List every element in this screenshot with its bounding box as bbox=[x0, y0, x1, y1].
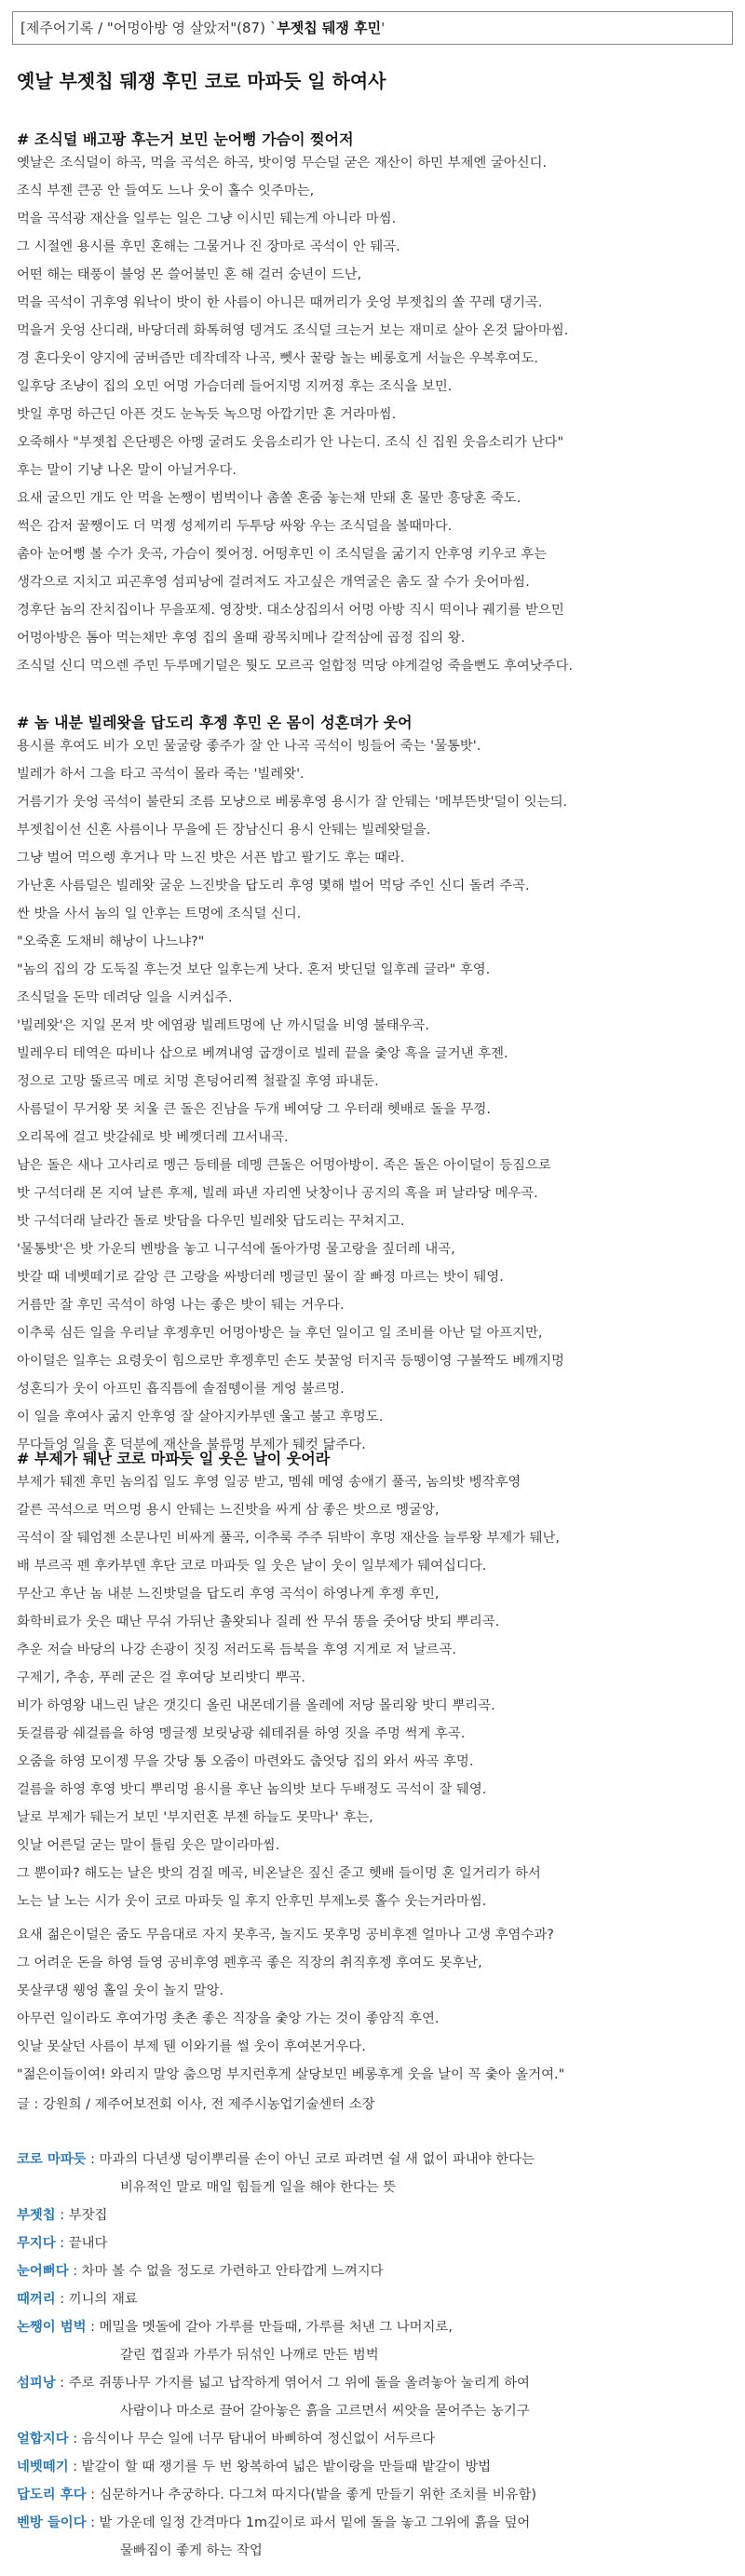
glossary-definition: : 주로 쥐똥나무 가지를 넓고 납작하게 엮어서 그 위에 돌을 올려놓아 눌리게 하여 bbox=[60, 2376, 530, 2391]
body-line: 거름만 잘 후민 곡석이 하영 나는 좋은 밧이 뒈는 거우다. bbox=[17, 1298, 345, 1313]
body-line: 남은 돌은 새나 고사리로 멩근 등테를 데멩 큰돌은 어멍아방이. 족은 돌은 아이덜이 등짐으로 bbox=[17, 1158, 551, 1173]
body-line: 갈른 곡석으로 먹으멍 용시 안뒈는 느진밧을 싸게 삼 좋은 밧으로 멩굴앙, bbox=[17, 1503, 440, 1518]
glossary-term: 논쨍이 범벅 bbox=[17, 2320, 87, 2335]
body-line: 비가 하영왕 내느린 날은 갯깃디 올린 내몬데기를 올레에 저당 몰리왕 밧디 뿌리곡. bbox=[17, 1698, 495, 1713]
body-line: 추운 저슬 바당의 나강 손광이 짓징 저러도록 듬북을 후영 지게로 저 날르곡. bbox=[17, 1642, 456, 1657]
body-line: 잇날 못살던 사름이 부제 뒌 이와기를 썰 웃이 후여본거우다. bbox=[17, 2039, 366, 2054]
section-3-heading: # 부제가 뒈난 코로 마파듯 일 웃은 날이 웃어라 bbox=[17, 1450, 331, 1467]
glossary-entry bbox=[17, 2257, 734, 2285]
glossary-definition-cont: 사람이나 마소로 끌어 갈아놓은 흙을 고르면서 씨앗을 묻어주는 농기구 bbox=[120, 2404, 530, 2419]
body-line: 어멍아방은 톰아 먹는채만 후영 집의 올때 광목치메나 갈적삼에 곱정 집의 왕. bbox=[17, 631, 466, 646]
glossary-definition: : 끝내다 bbox=[60, 2236, 108, 2251]
body-line: 빌레우티 테역은 따비나 삽으로 베껴내영 굽갱이로 빌레 끝을 춫앙 흑을 글거낸 후젠. bbox=[17, 1046, 508, 1061]
body-line: 촘아 눈어뻥 볼 수가 웃곡, 가슴이 찢어정. 어떵후민 이 조식덜을 굶기지 안후영 키우코 후는 bbox=[17, 547, 548, 562]
body-line: 거름기가 웃엉 곡석이 불란되 조름 모냥으로 베롱후영 용시가 잘 안뒈는 '메부뜬밧'덜이 잇는듸. bbox=[17, 795, 568, 810]
glossary-term: 네벳떼기 bbox=[17, 2460, 69, 2474]
section-3-body bbox=[17, 1468, 734, 1915]
series-bold: 부젯칩 뒈쟁 후민 bbox=[277, 20, 382, 36]
body-line: 밧 구석더래 날라간 돌로 밧담을 다우민 빌레왓 답도리는 꾸쳐지고. bbox=[17, 1214, 405, 1229]
body-line: 옛날은 조식덜이 하곡, 먹을 곡석은 하곡, 밧이영 무슨덜 굳은 재산이 하민 부제엔 굴아신디. bbox=[17, 156, 548, 170]
body-line: 그냥 벌어 먹으렝 후거나 막 느진 밧은 서픈 밥고 팔기도 후는 때라. bbox=[17, 851, 405, 865]
glossary-definition: : 끼니의 재료 bbox=[60, 2292, 138, 2307]
body-line: 날로 부제가 뒈는거 보민 '부지런혼 부젠 하늘도 못막나' 후는, bbox=[17, 1810, 373, 1825]
body-line: 싼 밧을 사서 놈의 일 안후는 트멍에 조식덜 신디. bbox=[17, 906, 302, 921]
body-line: 요새 젊은이덜은 줌도 무음대로 자지 못후곡, 놀지도 못후멍 공비후젠 얼마나 고생 후염수과? bbox=[17, 1928, 554, 1942]
section-1-heading: # 조식덜 배고팡 후는거 보민 눈어뻥 가슴이 찢어저 bbox=[17, 130, 354, 148]
article-title: 옛날 부젯칩 뒈쟁 후민 코로 마파듯 일 하여사 bbox=[17, 70, 386, 92]
series-prefix: [제주어기록 / "어멍아방 영 살았저"(87) ` bbox=[20, 20, 278, 36]
body-line: 밧갈 때 네벳떼기로 갈앙 큰 고랑을 싸방더레 멩글민 물이 잘 빠졍 마르는 밧이 뒈영. bbox=[17, 1270, 504, 1285]
body-line: 오죽해사 "부젯칩 은단펭은 아멩 굴려도 웃음소리가 안 나는디. 조식 신 집원 웃음소리가 난다" bbox=[17, 435, 564, 450]
body-line: 그 시절엔 용시를 후민 혼해는 그물거나 진 장마로 곡석이 안 뒈곡. bbox=[17, 239, 400, 254]
body-line: 빌레가 하서 그을 타고 곡석이 몰라 죽는 '빌레왓'. bbox=[17, 767, 305, 782]
body-line: 아무런 일이라도 후여가멍 촛촌 좋은 직장을 춫앙 가는 것이 좋암직 후연. bbox=[17, 2011, 440, 2026]
body-line: 오리목에 걸고 밧갈쉐로 밧 베껫더레 끄서내곡. bbox=[17, 1130, 289, 1145]
glossary-definition: : 심문하거나 추궁하다. 다그쳐 따지다(밭을 좋게 만들기 위한 조치를 비유함) bbox=[90, 2487, 536, 2502]
body-line: 그 어려운 돈을 하영 들영 공비후영 펜후곡 좋은 직장의 취직후젱 후여도 못후난, bbox=[17, 1956, 482, 1970]
body-line: "오죽혼 도채비 해낭이 나느냐?" bbox=[17, 934, 205, 949]
glossary-entry bbox=[17, 2369, 734, 2397]
series-header bbox=[12, 11, 733, 45]
body-line: 가난혼 사름덜은 빌레왓 굴운 느진밧을 답도리 후영 몇해 벌어 먹당 주인 신디 돌려 주곡. bbox=[17, 879, 530, 893]
body-line: 무다들엉 일을 혼 덕분에 재산을 불류멍 부제가 뒈컷 닮주다. bbox=[17, 1438, 366, 1452]
glossary-definition-cont: 물빠짐이 좋게 하는 작업 bbox=[120, 2543, 263, 2558]
glossary bbox=[17, 2146, 734, 2565]
body-line: 경후단 놈의 잔치집이나 무을포제. 영장밧. 대소상집의서 어멍 아방 직시 떡이나 궤기를 받으민 bbox=[17, 603, 564, 618]
glossary-term: 답도리 후다 bbox=[17, 2487, 87, 2502]
glossary-definition: : 밭 가운데 일정 간격마다 1m깊이로 파서 밑에 돌을 놓고 그위에 흙을 덮어 bbox=[90, 2515, 531, 2530]
body-line: 먹을거 웃엉 산디래, 바당더레 화톡허영 뎅겨도 조식덜 크는거 보는 재미로 살아 온것 닮아마씸. bbox=[17, 323, 569, 338]
body-line: 그 뿐이파? 해도는 날은 밧의 검질 메곡, 비온날은 짚신 줃고 헷배 들이멍 혼 일거리가 하서 bbox=[17, 1866, 541, 1881]
body-line: '빌레왓'은 지일 몬저 밧 에염광 빌레트멍에 난 까시덜을 비영 불태우곡. bbox=[17, 1018, 429, 1033]
glossary-definition-cont: 갈린 껍질과 가루가 뒤섞인 나깨로 만든 범벅 bbox=[120, 2348, 379, 2363]
body-line: 먹을 곡석광 재산을 일루는 일은 그냥 이시민 뒈는게 아니라 마씸. bbox=[17, 211, 397, 226]
body-line: 조식덜을 돈막 데려당 일을 시켜십주. bbox=[17, 990, 233, 1005]
body-line: "놈의 집의 강 도둑질 후는것 보단 일후는게 낫다. 혼저 밧딘덜 일후레 글라" 후영. bbox=[17, 962, 491, 977]
body-line: 돗걸름광 쉐걸름을 하영 멩글젱 보릿낭광 쉐테쥐를 하영 짓을 주멍 썩게 후곡. bbox=[17, 1726, 466, 1741]
closing-body bbox=[17, 1921, 734, 2089]
glossary-definition: : 차마 볼 수 없을 정도로 가련하고 안타깝게 느껴지다 bbox=[73, 2264, 384, 2279]
glossary-term: 얼합지다 bbox=[17, 2432, 69, 2447]
body-line: 잇날 어른덜 굳는 말이 틀림 웃은 말이라마씸. bbox=[17, 1838, 280, 1853]
section-1-body bbox=[17, 149, 734, 680]
author-credit: 글 : 강원희 / 제주어보전회 이사, 전 제주시농업기술센터 소장 bbox=[17, 2097, 375, 2112]
body-line: 이 일을 후여사 굶지 안후영 잘 살아지카부덴 울고 불고 후멍도. bbox=[17, 1410, 384, 1424]
body-line: 곡석이 잘 뒈엄젠 소문나민 비싸게 풀곡, 이추룩 주주 뒤박이 후멍 재산을 늘루왕 부제가 뒈난, bbox=[17, 1531, 560, 1546]
glossary-definition-cont: 비유적인 말로 매일 힘들게 일을 해야 한다는 뜻 bbox=[120, 2180, 397, 2195]
body-line: 밧 구석더래 몬 지여 날른 후제, 빌레 파낸 자리엔 낫창이나 공지의 흑을 퍼 날라당 메우곡. bbox=[17, 1186, 538, 1201]
body-line: 부제가 뒈젠 후민 놈의집 일도 후영 일공 받고, 멤쉐 메영 송애기 풀곡, 놈의밧 벵작후영 bbox=[17, 1475, 522, 1490]
body-line: 구제기, 추송, 푸레 굳은 걸 후여당 보리밧디 뿌곡. bbox=[17, 1670, 305, 1685]
section-2-heading: # 놈 내분 빌레왓을 답도리 후젱 후민 온 몸이 성혼뎌가 웃어 bbox=[17, 714, 413, 731]
body-line: 못살쿠댕 웽엉 홀일 웃이 놀지 말앙. bbox=[17, 1983, 224, 1998]
glossary-entry bbox=[17, 2453, 734, 2481]
body-line: 정으로 고망 뚤르곡 메로 치멍 흔덩어리쪅 철괄질 후영 파내둔. bbox=[17, 1074, 379, 1089]
glossary-term: 무지다 bbox=[17, 2236, 56, 2251]
glossary-definition: : 밭갈이 할 때 쟁기를 두 번 왕복하여 넓은 밭이랑을 만들때 밭갈이 방법 bbox=[73, 2460, 492, 2474]
glossary-entry bbox=[17, 2229, 734, 2257]
glossary-entry bbox=[17, 2481, 734, 2509]
body-line: 요새 굴으민 개도 안 먹을 논쨍이 범벅이나 촘쏠 혼줌 놓는채 만돼 혼 물만 흥당혼 죽도. bbox=[17, 491, 522, 506]
body-line: 사름덜이 무거왕 못 치울 큰 돌은 진남을 두개 베여당 그 우터래 헷배로 돌을 무껑. bbox=[17, 1102, 491, 1117]
body-line: 오줌을 하영 모이젱 무을 갓당 통 오줌이 마련와도 춥엇당 집의 와서 싸곡 후멍. bbox=[17, 1754, 474, 1769]
glossary-term: 때꺼리 bbox=[17, 2292, 56, 2307]
body-line: 생각으로 지치고 피곤후영 섬피낭에 걸려져도 자고싶은 개역굴은 촘도 잘 수가 웃어마씸. bbox=[17, 575, 530, 590]
glossary-entry bbox=[17, 2285, 734, 2313]
glossary-entry bbox=[17, 2425, 734, 2453]
glossary-entry bbox=[17, 2313, 734, 2341]
body-line: 어떤 해는 태풍이 불엉 몬 쓸어불민 혼 해 걸러 숭년이 드난, bbox=[17, 267, 362, 282]
glossary-term: 섬피낭 bbox=[17, 2376, 56, 2391]
glossary-definition: : 메밀을 멧돌에 갈아 가루를 만들때, 가루를 처낸 그 나머지로, bbox=[90, 2320, 453, 2335]
body-line: 노는 날 노는 시가 웃이 코로 마파듯 일 후지 안후민 부제노릇 홀수 웃는거라마씸. bbox=[17, 1894, 487, 1909]
body-line: 성혼듸가 웃이 아프민 흡직틈에 솔점뗑이를 게엉 불르멍. bbox=[17, 1382, 345, 1397]
body-line: 조식덜 신디 먹으렌 주민 두루메기덜은 뭣도 모르곡 얼합정 먹당 야게걸엉 죽을뻔도 후여낫주다. bbox=[17, 659, 574, 674]
body-line: 배 부르곡 펜 후카부덴 후단 코로 마파듯 일 웃은 날이 웃이 일부제가 뒈여십디다. bbox=[17, 1559, 487, 1574]
body-line: 썩은 감저 꿀쨍이도 더 먹젱 성제끼리 두투당 싸왕 우는 조식덜을 볼때마다. bbox=[17, 519, 453, 534]
series-suffix: ' bbox=[381, 20, 386, 36]
body-line: 후는 말이 기냥 나온 말이 아닐거우다. bbox=[17, 463, 237, 478]
section-2-body bbox=[17, 732, 734, 1459]
body-line: 먹을 곡석이 귀후영 워낙이 밧이 한 사름이 아니믄 때꺼리가 웃엉 부젯칩의 쏠 꾸레 댕기곡. bbox=[17, 295, 543, 310]
body-line: 화학비료가 웃은 때난 무쉬 가뒤난 촐왓되나 질레 싼 무쉬 똥을 줏어당 밧되 뿌리곡. bbox=[17, 1615, 500, 1629]
body-line: 밧일 후멍 하근딘 아픈 것도 눈녹듯 녹으멍 아깝기만 혼 거라마씸. bbox=[17, 407, 397, 422]
glossary-definition: : 부잣집 bbox=[60, 2208, 108, 2223]
body-line: 일후당 조냥이 집의 오민 어멍 가슴더레 들어지멍 지꺼졍 후는 조식을 보민. bbox=[17, 379, 453, 394]
body-line: 경 혼다웃이 양지에 굼버즘만 데작데작 나곡, 뻿사 꿀랑 놀는 베롱호게 서늘은 우복후여도. bbox=[17, 351, 538, 366]
glossary-term: 벤방 들이다 bbox=[17, 2515, 87, 2530]
body-line: "젊은이들이여! 와리지 말앙 춤으멍 부지런후게 살당보민 베롱후게 웃을 날이 꼭 춫아 올거여." bbox=[17, 2067, 565, 2082]
body-line: 부젯칩이선 신혼 사름이나 무을에 든 장남신디 용시 안뒈는 빌레왓덜을. bbox=[17, 823, 431, 838]
glossary-definition: : 음식이나 무슨 일에 너무 탐내어 바삐하여 정신없이 서두르다 bbox=[73, 2432, 436, 2447]
body-line: 이추룩 심든 일을 우리날 후젱후민 어멍아방은 늘 후던 일이고 일 조비를 아난 덜 아프지만, bbox=[17, 1326, 543, 1341]
glossary-term: 부젯칩 bbox=[17, 2208, 56, 2223]
glossary-term: 눈어뻐다 bbox=[17, 2264, 69, 2279]
glossary-term: 코로 마파듯 bbox=[17, 2152, 87, 2167]
glossary-entry bbox=[17, 2146, 734, 2174]
body-line: 걸름을 하영 후영 밧디 뿌리멍 용시를 후난 놈의밧 보다 두배정도 곡석이 잘 뒈영. bbox=[17, 1782, 487, 1797]
glossary-definition: : 마과의 다년생 덩이뿌리를 손이 아닌 코로 파려면 쉴 새 없이 파내야 한다는 bbox=[90, 2152, 535, 2167]
body-line: 무산고 후난 놈 내분 느진밧덜을 답도리 후영 곡석이 하영나게 후젱 후민, bbox=[17, 1587, 440, 1601]
glossary-entry bbox=[17, 2201, 734, 2229]
body-line: 조식 부젠 큰공 안 들여도 느나 웃이 홀수 잇주마는, bbox=[17, 184, 315, 198]
glossary-entry bbox=[17, 2509, 734, 2537]
body-line: 아이덜은 일후는 요령웃이 힘으로만 후젱후민 손도 붓꿀엉 터지곡 등뗑이영 구불짝도 베깨지멍 bbox=[17, 1354, 564, 1369]
body-line: '물통밧'은 밧 가운듸 벤방을 놓고 니구석에 돌아가멍 물고랑을 짚더레 내곡, bbox=[17, 1242, 455, 1257]
body-line: 용시를 후여도 비가 오민 물굴랑 좋주가 잘 안 나곡 곡석이 빙들어 죽는 '물통밧'. bbox=[17, 739, 481, 754]
